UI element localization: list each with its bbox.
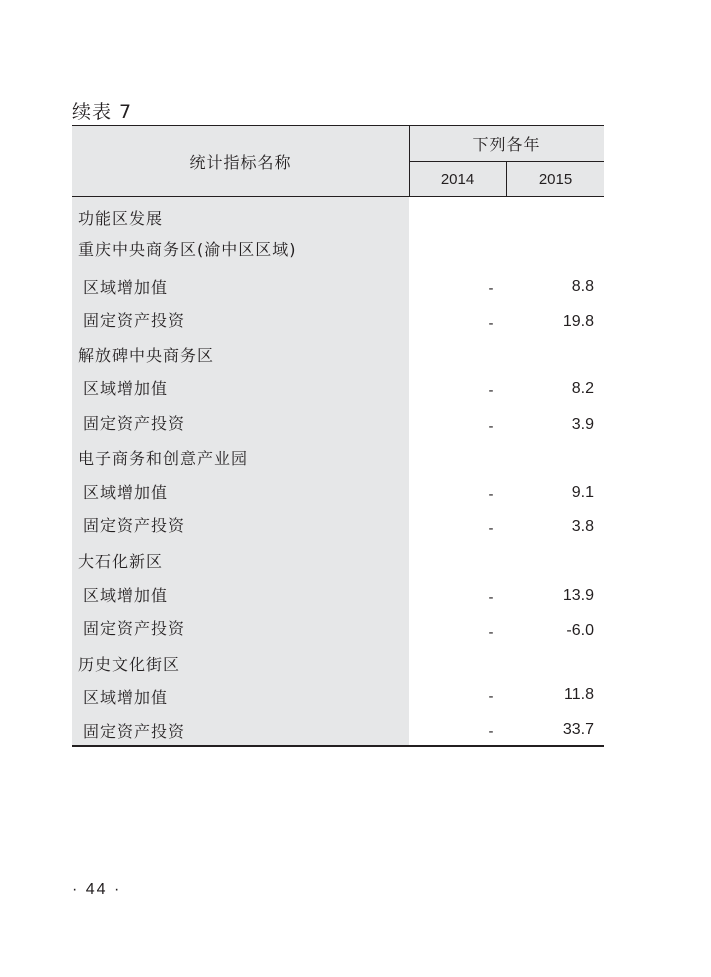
- header-year-2014: 2014: [440, 170, 475, 188]
- section-label: 大石化新区: [78, 552, 164, 571]
- value-2014: -: [488, 315, 494, 332]
- value-2015: 11.8: [564, 686, 594, 703]
- indicator-label: 固定资产投资: [83, 722, 186, 741]
- value-2014: -: [488, 624, 494, 641]
- section-label: 电子商务和创意产业园: [78, 449, 249, 468]
- page-number: · 44 ·: [72, 881, 122, 898]
- header-year-2015: 2015: [538, 170, 573, 188]
- value-2015: 8.8: [571, 278, 594, 295]
- section-label: 解放碑中央商务区: [78, 346, 215, 365]
- statistics-table: [72, 125, 604, 747]
- value-2015: -6.0: [566, 622, 594, 639]
- indicator-label: 区域增加值: [83, 586, 169, 605]
- table-caption: 续表 7: [72, 101, 133, 123]
- header-years-group: 下列各年: [472, 134, 541, 154]
- indicator-label: 区域增加值: [83, 379, 169, 398]
- value-2014: -: [488, 688, 494, 705]
- value-2014: -: [488, 418, 494, 435]
- value-2015: 8.2: [571, 380, 594, 397]
- value-2015: 9.1: [571, 484, 594, 501]
- value-2014: -: [488, 280, 494, 297]
- indicator-label: 区域增加值: [83, 688, 169, 707]
- value-2014: -: [488, 520, 494, 537]
- value-2015: 3.9: [571, 416, 594, 433]
- value-2014: -: [488, 723, 494, 740]
- indicator-label: 固定资产投资: [83, 311, 186, 330]
- value-2014: -: [488, 382, 494, 399]
- value-2015: 33.7: [562, 721, 594, 738]
- indicator-label: 固定资产投资: [83, 516, 186, 535]
- table-bottom-rule: [72, 745, 604, 747]
- section-label: 历史文化街区: [78, 655, 181, 674]
- value-2015: 3.8: [571, 518, 594, 535]
- section-label: 重庆中央商务区(渝中区区域): [78, 240, 297, 259]
- value-2015: 19.8: [562, 313, 594, 330]
- indicator-label: 区域增加值: [83, 278, 169, 297]
- section-label: 功能区发展: [78, 209, 164, 228]
- indicator-label: 固定资产投资: [83, 414, 186, 433]
- indicator-label: 区域增加值: [83, 483, 169, 502]
- value-2015: 13.9: [562, 587, 594, 604]
- indicator-label: 固定资产投资: [83, 619, 186, 638]
- value-2014: -: [488, 486, 494, 503]
- value-2014: -: [488, 589, 494, 606]
- header-indicator-name: 统计指标名称: [189, 152, 292, 172]
